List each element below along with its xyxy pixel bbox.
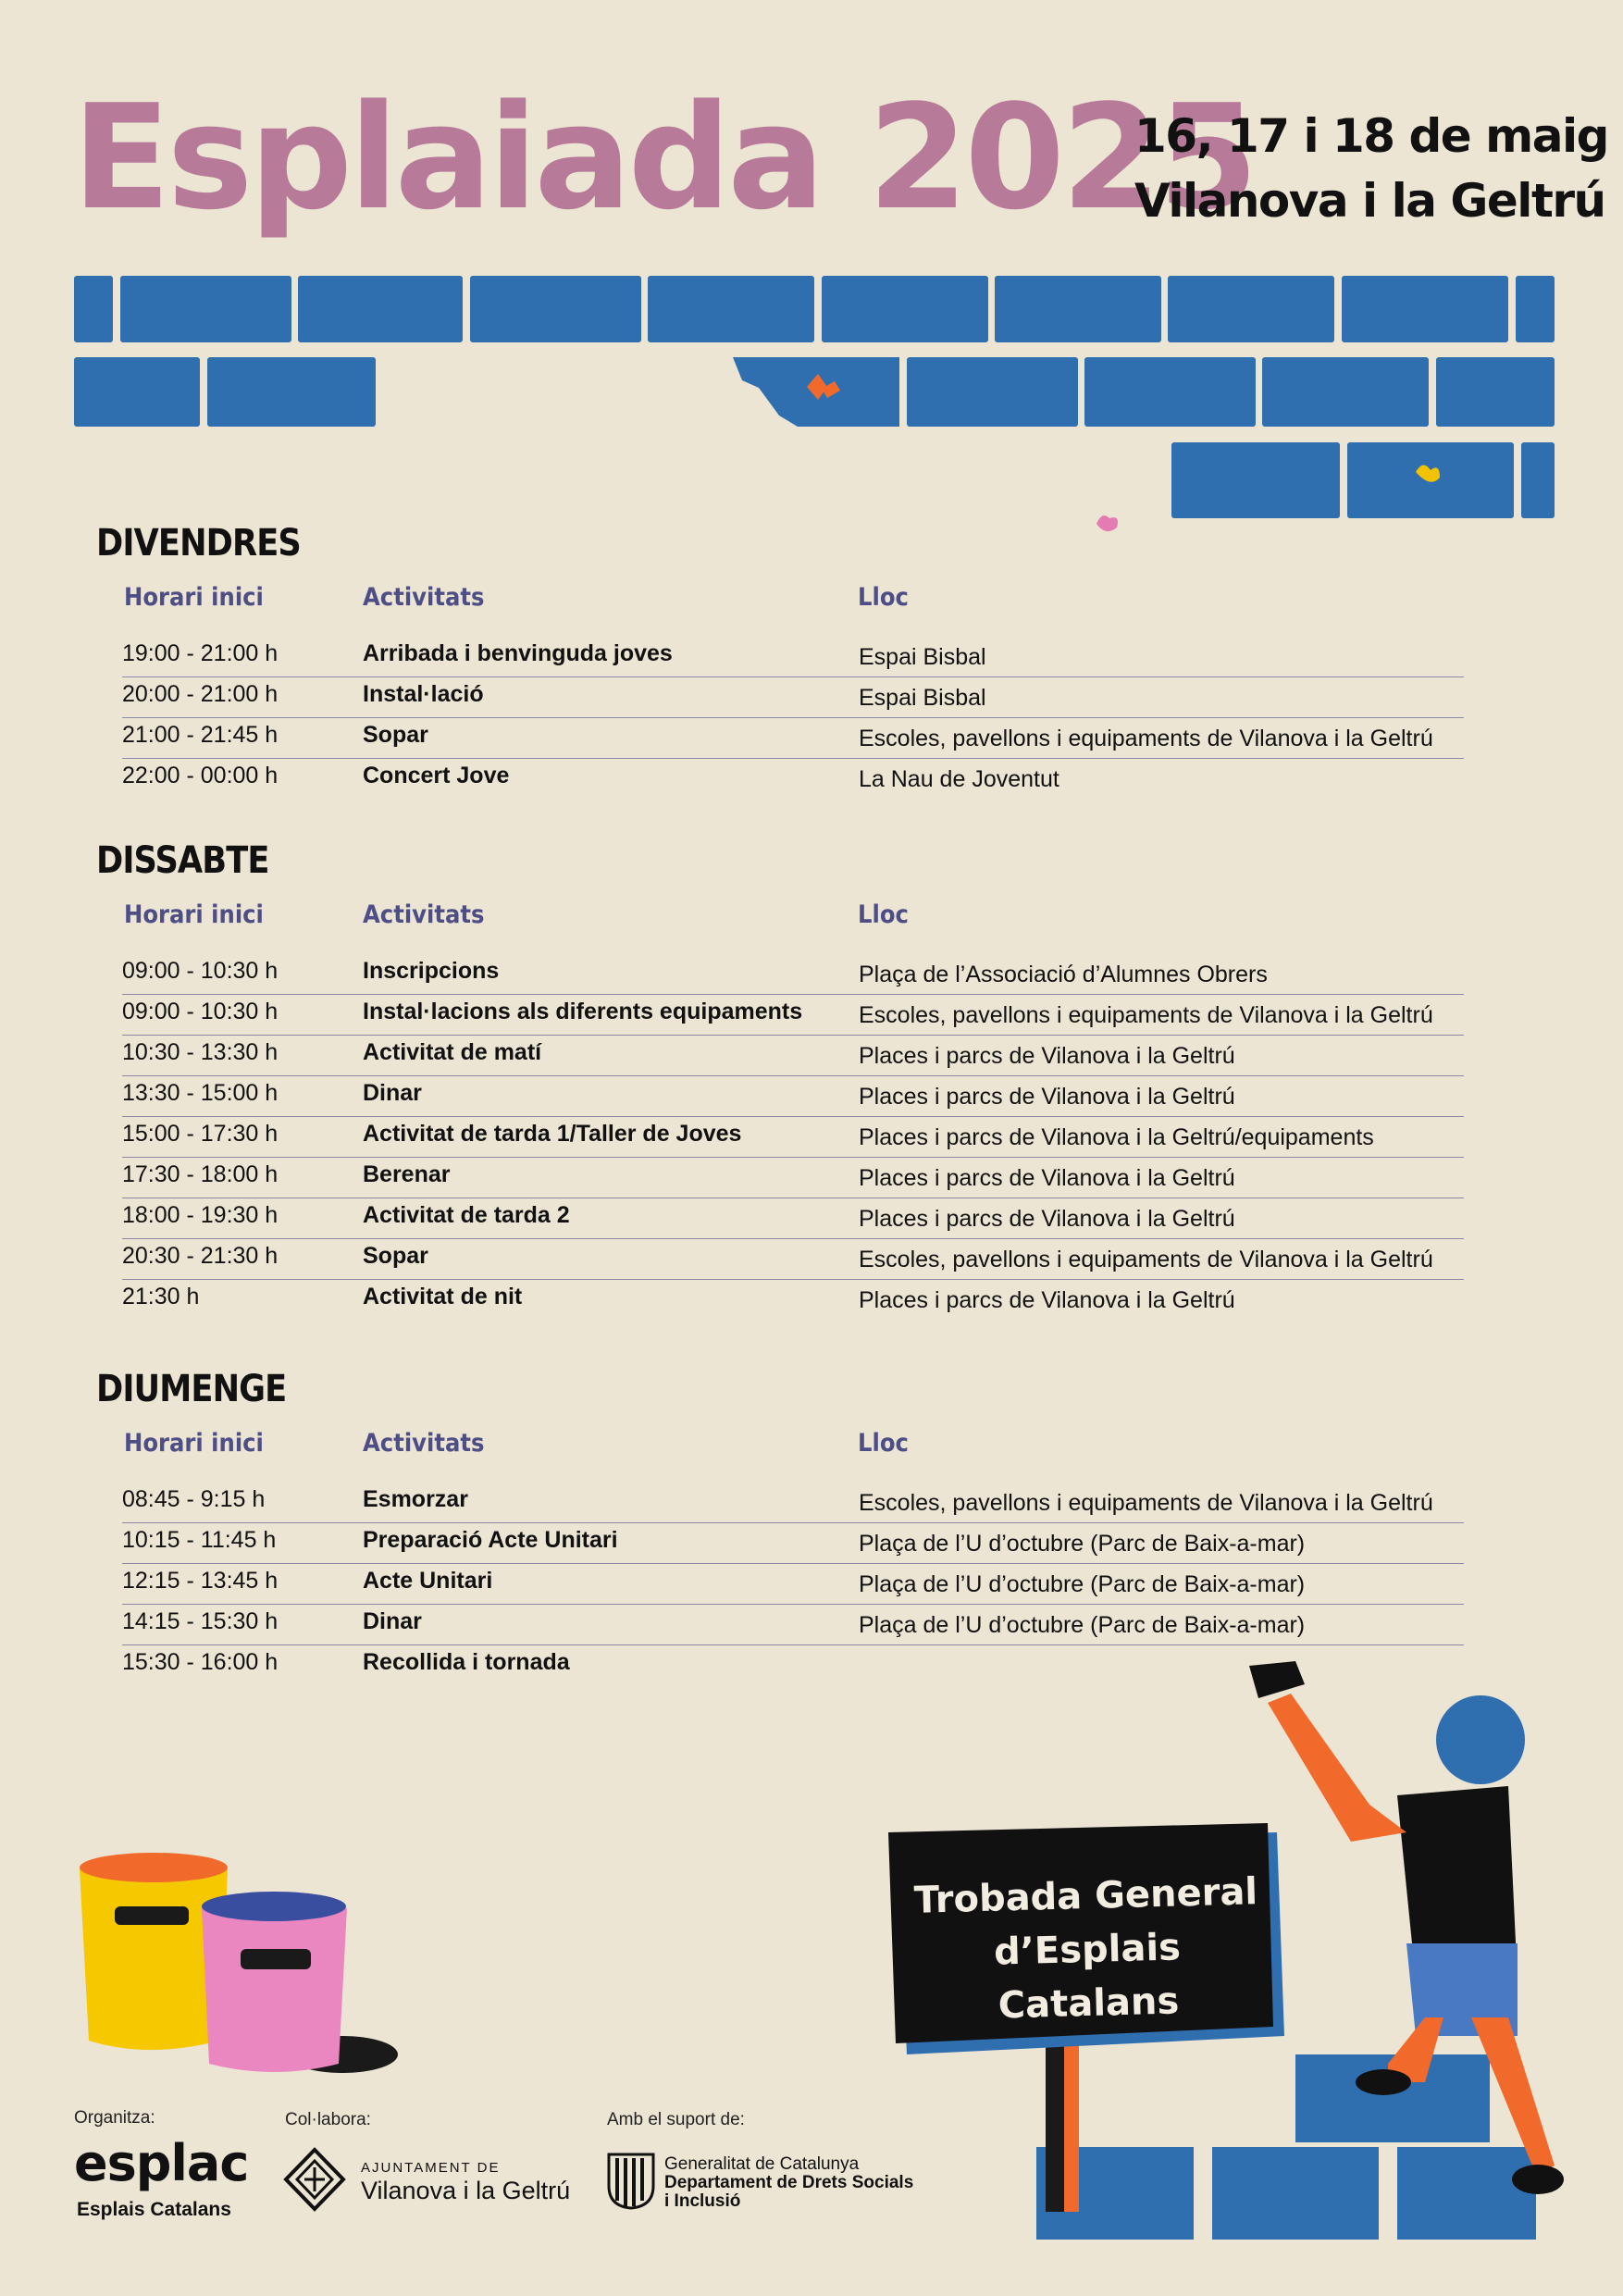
column-header-place: Lloc <box>858 900 909 929</box>
column-header-activity: Activitats <box>363 900 485 929</box>
ajuntament-line-2: Vilanova i la Geltrú <box>361 2177 571 2204</box>
column-header-time: Horari inici <box>124 900 264 929</box>
brick-wall-illustration <box>0 268 1623 546</box>
organitza-label: Organitza: <box>74 2108 155 2128</box>
generalitat-emblem-icon <box>607 2153 655 2210</box>
schedule-row: 18:00 - 19:30 h Activitat de tarda 2 Places i parcs de Vilanova i la Geltrú <box>122 1198 1464 1239</box>
schedule-row: 09:00 - 10:30 h Instal·lacions als diferents equipaments Escoles, pavellons i equipaments de Vilanova i la Geltrú <box>122 995 1464 1036</box>
schedule-row: 09:00 - 10:30 h Inscripcions Plaça de l’Associació d’Alumnes Obrers <box>122 954 1464 995</box>
schedule-row: 21:00 - 21:45 h Sopar Escoles, pavellons i equipaments de Vilanova i la Geltrú <box>122 718 1464 759</box>
schedule-row: 15:00 - 17:30 h Activitat de tarda 1/Taller de Joves Places i parcs de Vilanova i la Geltrú/equipaments <box>122 1117 1464 1158</box>
schedule-row: 21:30 h Activitat de nit Places i parcs de Vilanova i la Geltrú <box>122 1284 1235 1313</box>
location-line: Vilanova i la Geltrú <box>1134 174 1605 228</box>
schedule-row: 15:30 - 16:00 h Recollida i tornada <box>122 1649 570 1675</box>
paint-buckets-illustration <box>65 1842 416 2082</box>
schedule-row: 17:30 - 18:00 h Berenar Places i parcs de Vilanova i la Geltrú <box>122 1158 1464 1198</box>
esplac-name: Esplais Catalans <box>77 2199 231 2220</box>
gencat-line-1: Generalitat de Catalunya <box>664 2154 860 2174</box>
column-header-place: Lloc <box>858 1429 909 1458</box>
schedule-row: 14:15 - 15:30 h Dinar Plaça de l’U d’octubre (Parc de Baix-a-mar) <box>122 1605 1464 1645</box>
day-title: DISSABTE <box>96 839 269 882</box>
schedule-row: 19:00 - 21:00 h Arribada i benvinguda joves Espai Bisbal <box>122 637 1464 677</box>
schedule-row: 12:15 - 13:45 h Acte Unitari Plaça de l’U d’octubre (Parc de Baix-a-mar) <box>122 1564 1464 1605</box>
ajuntament-shield-icon <box>282 2147 347 2212</box>
suport-label: Amb el suport de: <box>607 2110 745 2129</box>
gencat-line-3: i Inclusió <box>664 2191 741 2211</box>
column-header-time: Horari inici <box>124 1429 264 1458</box>
dates-line: 16, 17 i 18 de maig <box>1134 109 1608 163</box>
column-header-activity: Activitats <box>363 583 485 612</box>
collabora-label: Col·labora: <box>285 2110 371 2129</box>
day-title: DIVENDRES <box>96 522 301 565</box>
column-header-activity: Activitats <box>363 1429 485 1458</box>
sign-text <box>905 1865 1270 2035</box>
column-header-time: Horari inici <box>124 583 264 612</box>
schedule-row: 10:30 - 13:30 h Activitat de matí Places i parcs de Vilanova i la Geltrú <box>122 1036 1464 1076</box>
day-title: DIUMENGE <box>96 1368 287 1410</box>
sign-line-2: d’Esplais Catalans <box>993 1926 1182 2028</box>
schedule-row: 20:30 - 21:30 h Sopar Escoles, pavellons i equipaments de Vilanova i la Geltrú <box>122 1239 1464 1280</box>
ajuntament-line-1: AJUNTAMENT DE <box>361 2160 501 2176</box>
schedule-row: 08:45 - 9:15 h Esmorzar Escoles, pavellons i equipaments de Vilanova i la Geltrú <box>122 1483 1464 1523</box>
schedule-row: 13:30 - 15:00 h Dinar Places i parcs de Vilanova i la Geltrú <box>122 1076 1464 1117</box>
event-dates <box>1134 104 1608 233</box>
page-title: Esplaiada 2025 <box>72 73 1255 242</box>
schedule-row: 22:00 - 00:00 h Concert Jove La Nau de Joventut <box>122 763 1059 792</box>
schedule-row: 10:15 - 11:45 h Preparació Acte Unitari Plaça de l’U d’octubre (Parc de Baix-a-mar) <box>122 1523 1464 1564</box>
gencat-line-2: Departament de Drets Socials <box>664 2173 914 2192</box>
esplac-logo: esplac <box>74 2134 249 2192</box>
sign-line-1: Trobada General <box>913 1870 1258 1922</box>
column-header-place: Lloc <box>858 583 909 612</box>
schedule-row: 20:00 - 21:00 h Instal·lació Espai Bisbal <box>122 677 1464 718</box>
